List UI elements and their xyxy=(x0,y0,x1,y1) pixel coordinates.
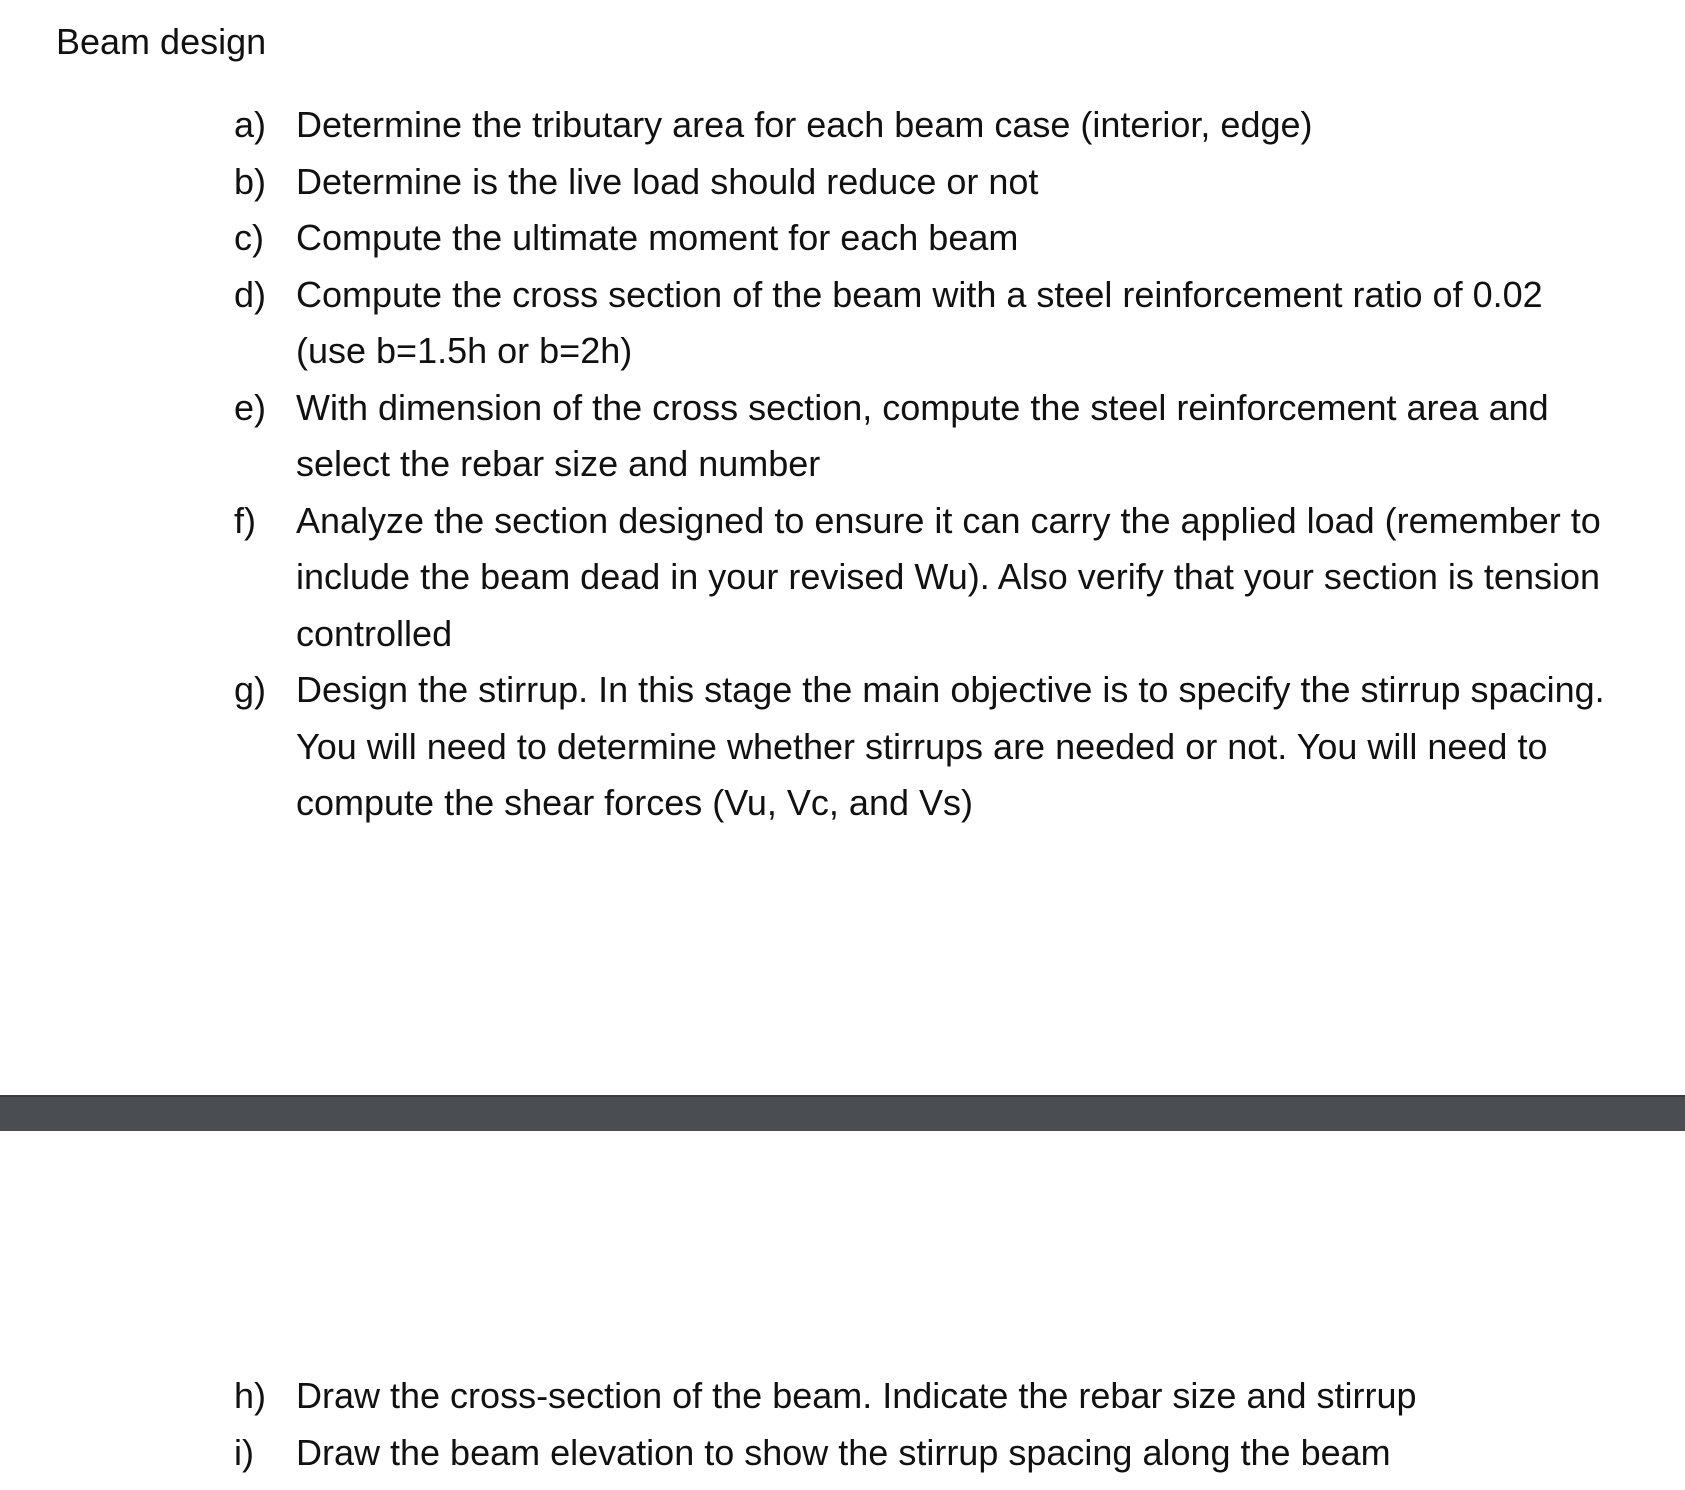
task-item-g xyxy=(234,662,1614,832)
task-marker: a) xyxy=(234,104,267,145)
page-title: Beam design xyxy=(56,21,267,62)
page-separator xyxy=(0,1095,1685,1131)
task-text: With dimension of the cross section, compute the steel reinforcement area and select the rebar size and number xyxy=(296,386,1549,484)
task-text: Design the stirrup. In this stage the main objective is to specify the stirrup spacing. You will need to determine whether stirrups are needed or not. You will need to compute the shear forces (Vu, Vc, and Vs) xyxy=(296,669,1605,823)
task-marker: f) xyxy=(234,499,256,541)
task-list-upper xyxy=(234,97,1614,832)
task-item-b xyxy=(234,154,1614,211)
task-marker: b) xyxy=(234,160,267,202)
task-marker: g) xyxy=(234,669,267,710)
task-marker: c) xyxy=(234,217,264,258)
task-text: Determine is the live load should reduce or not xyxy=(296,160,1039,202)
task-text: Compute the cross section of the beam with a steel reinforcement ratio of 0.02 (use b=1.5h or b=2h) xyxy=(296,273,1543,371)
task-item-a xyxy=(234,97,1614,154)
task-marker: e) xyxy=(234,386,267,428)
task-item-d xyxy=(234,267,1614,380)
task-text: Compute the ultimate moment for each beam xyxy=(296,217,1019,258)
task-marker: d) xyxy=(234,273,267,315)
task-marker: h) xyxy=(234,1375,267,1416)
task-item-h xyxy=(234,1368,1614,1425)
task-item-c xyxy=(234,210,1614,267)
task-item-f xyxy=(234,493,1614,663)
task-text: Draw the beam elevation to show the stirrup spacing along the beam xyxy=(296,1431,1391,1473)
task-text: Determine the tributary area for each beam case (interior, edge) xyxy=(296,104,1313,145)
task-text: Analyze the section designed to ensure it can carry the applied load (remember to include the beam dead in your revised Wu). Also verify that your section is tension controlled xyxy=(296,499,1601,654)
task-item-i xyxy=(234,1425,1614,1482)
task-item-e xyxy=(234,380,1614,493)
task-text: Draw the cross-section of the beam. Indicate the rebar size and stirrup xyxy=(296,1375,1417,1416)
task-list-lower xyxy=(234,1368,1614,1481)
task-marker: i) xyxy=(234,1431,254,1473)
